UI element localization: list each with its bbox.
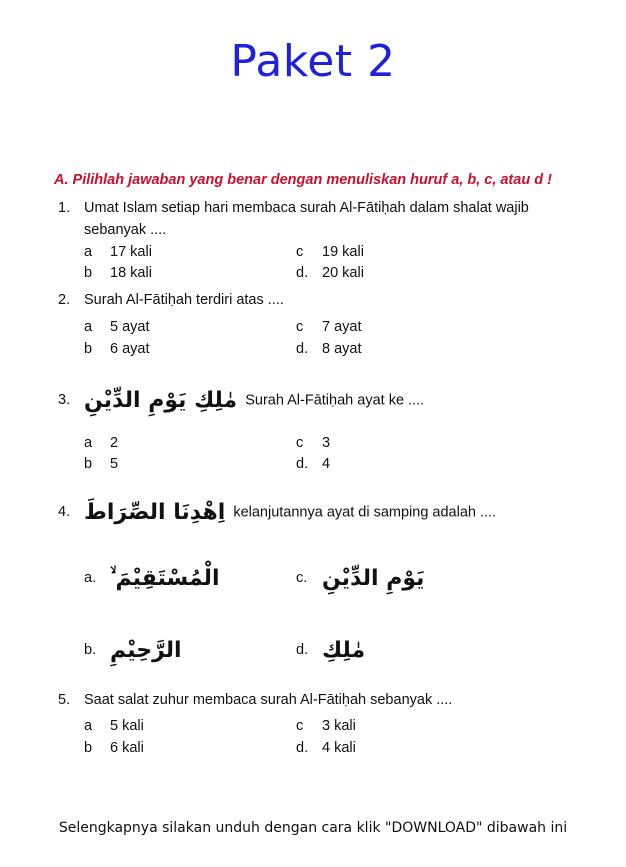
question-number: 5.: [58, 692, 71, 708]
question-number: 2.: [58, 292, 71, 308]
question-4: [58, 500, 496, 525]
question-number: 4.: [58, 504, 71, 521]
option-d: d. 20 kali: [296, 265, 364, 281]
question-text: kelanjutannya ayat di samping adalah ....: [233, 504, 497, 521]
question-text: Umat Islam setiap hari membaca surah Al-Fātiḥah dalam shalat wajib: [84, 200, 529, 216]
question-text: Saat salat zuhur membaca surah Al-Fātiḥah sebanyak ....: [84, 692, 453, 708]
option-d: d. مٰلِكِ: [296, 638, 366, 663]
option-b: b 6 ayat: [84, 341, 150, 357]
question-text: Surah Al-Fātiḥah ayat ke ....: [245, 392, 425, 409]
question-number: 1.: [58, 200, 71, 216]
option-b: b 18 kali: [84, 265, 152, 281]
option-b: b. الرَّحِيْمِ: [84, 638, 182, 663]
option-c: c 3: [296, 435, 331, 451]
option-d: d. 4 kali: [296, 740, 356, 756]
option-c: c 19 kali: [296, 244, 364, 260]
option-c: c 7 ayat: [296, 319, 362, 335]
option-b: b 5: [84, 456, 119, 472]
option-d: d. 4: [296, 456, 331, 472]
option-a: a 5 ayat: [84, 319, 150, 335]
question-1-continuation: sebanyak ....: [84, 222, 167, 238]
question-5: [58, 692, 452, 708]
question-number: 3.: [58, 392, 71, 409]
question-3: [58, 388, 424, 413]
page-title: Paket 2: [230, 36, 396, 87]
question-text: Surah Al-Fātiḥah terdiri atas ....: [84, 292, 284, 308]
section-instruction: A. Pilihlah jawaban yang benar dengan menuliskan huruf a, b, c, atau d !: [54, 172, 552, 188]
option-c: c 3 kali: [296, 718, 356, 734]
option-d: d. 8 ayat: [296, 341, 362, 357]
question-2: [58, 292, 284, 308]
question-1: [58, 200, 529, 216]
option-a: a. الْمُسْتَقِيْمَ ۙ: [84, 566, 220, 591]
option-a: a 17 kali: [84, 244, 152, 260]
option-c: c. يَوْمِ الدِّيْنِ: [296, 566, 425, 591]
option-b: b 6 kali: [84, 740, 144, 756]
option-a: a 2: [84, 435, 119, 451]
arabic-verse: مٰلِكِ يَوْمِ الدِّيْنِ: [84, 388, 238, 413]
arabic-verse: اِهْدِنَا الصِّرَاطَ: [84, 500, 226, 525]
option-a: a 5 kali: [84, 718, 144, 734]
download-note: Selengkapnya silakan unduh dengan cara klik "DOWNLOAD" dibawah ini: [58, 820, 568, 836]
